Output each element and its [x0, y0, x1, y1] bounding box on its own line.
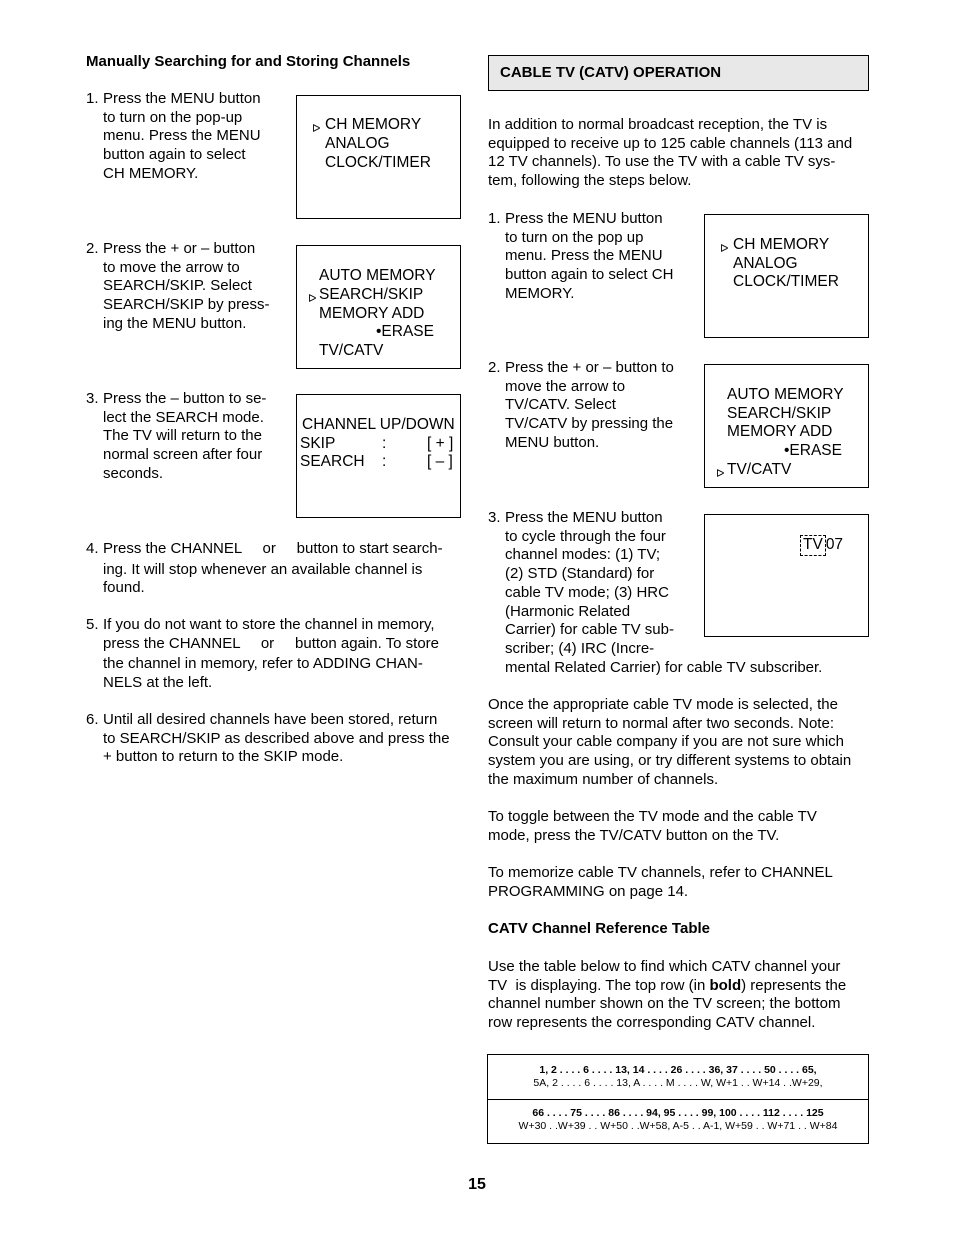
- selection-arrow-icon: ᐅ: [716, 468, 725, 480]
- skip-colon: :: [382, 435, 387, 452]
- table-row-1-top: 1, 2 . . . . 6 . . . . 13, 14 . . . . 26 . . . . 36, 37 . . . . 50 . . . . 65,: [539, 1064, 817, 1076]
- step-line: to turn on the pop up: [505, 228, 644, 246]
- menu-item: SEARCH/SKIP: [727, 405, 832, 422]
- menu-item: CLOCK/TIMER: [733, 273, 839, 290]
- paragraph-line: mode, press the TV/CATV button on the TV.: [488, 826, 780, 844]
- table-row-1-bottom: 5A, 2 . . . . 6 . . . . 13, A . . . . M . . . . W, W+1 . . W+14 . .W+29,: [533, 1077, 823, 1089]
- skip-label: SKIP: [300, 435, 336, 452]
- step-line: scriber; (4) IRC (Incre-: [505, 639, 655, 657]
- cable-intro-paragraph: [488, 116, 878, 191]
- paragraph-line: [488, 977, 878, 996]
- menu-item: •ERASE: [376, 323, 434, 340]
- step-number: 6.: [86, 711, 99, 728]
- step-line: found.: [103, 579, 145, 597]
- step-line: CH MEMORY.: [103, 164, 199, 182]
- channel-number: 07: [825, 536, 844, 553]
- paragraph-line: equipped to receive up to 125 cable channels (113 and: [488, 134, 853, 152]
- cable-tv-header: CABLE TV (CATV) OPERATION: [500, 64, 722, 81]
- step-line: to SEARCH/SKIP as described above and press the: [103, 729, 450, 747]
- menu-item: •ERASE: [784, 442, 842, 459]
- table-divider: [488, 1099, 868, 1100]
- step-line: Press the + or – button: [103, 240, 256, 257]
- left-step-2: [86, 240, 286, 334]
- step-line: + button to return to the SKIP mode.: [103, 748, 344, 766]
- left-step-3: [86, 390, 286, 484]
- selection-arrow-icon: ᐅ: [720, 243, 729, 255]
- section-heading-manual-search: Manually Searching for and Storing Channels: [86, 53, 411, 70]
- menu-item: MEMORY ADD: [319, 305, 425, 322]
- step-line: Press the MENU button: [505, 509, 663, 526]
- step-line: button again to select CH: [505, 266, 674, 284]
- step-line: ing. It will stop whenever an available channel is: [103, 560, 423, 578]
- step-line: to cycle through the four: [505, 527, 666, 545]
- left-step-4: [86, 540, 466, 598]
- step-line: menu. Press the MENU: [505, 247, 663, 265]
- step-number: 4.: [86, 540, 99, 557]
- text-run: TV is displaying. The top row (in: [488, 976, 710, 994]
- skip-value: [ + ]: [427, 435, 454, 452]
- search-label: SEARCH: [300, 453, 365, 470]
- step-line: SEARCH/SKIP by press-: [103, 296, 270, 314]
- menu-item: ANALOG: [325, 135, 390, 152]
- step-line: cable TV mode; (3) HRC: [505, 583, 669, 601]
- selection-arrow-icon: ᐅ: [308, 293, 317, 305]
- left-step-5: [86, 616, 466, 693]
- menu-item: AUTO MEMORY: [319, 267, 436, 284]
- step-line: Press the – button to se-: [103, 390, 267, 407]
- catv-reference-table: [487, 1054, 869, 1144]
- paragraph-line: Consult your cable company if you are not sure which: [488, 733, 845, 751]
- paragraph-line: To toggle between the TV mode and the cable TV: [488, 808, 817, 825]
- screen-title: CHANNEL UP/DOWN: [302, 416, 455, 433]
- selection-arrow-icon: ᐅ: [312, 123, 321, 135]
- left-step-1: [86, 90, 286, 184]
- step-line: Press the + or – button to: [505, 359, 674, 376]
- menu-item: TV/CATV: [727, 461, 792, 478]
- menu-item: SEARCH/SKIP: [319, 286, 424, 303]
- page-number: 15: [468, 1176, 486, 1193]
- right-step-1: [488, 210, 698, 304]
- paragraph-line: tem, following the steps below.: [488, 172, 692, 190]
- step-number: 3.: [86, 390, 99, 407]
- step-number: 1.: [488, 210, 501, 227]
- menu-screen-ch-memory-right: [704, 214, 869, 338]
- search-colon: :: [382, 453, 387, 470]
- step-line: NELS at the left.: [103, 674, 213, 692]
- step-line: move the arrow to: [505, 377, 626, 395]
- menu-screen-ch-memory-left: [296, 95, 461, 219]
- memorize-paragraph: [488, 864, 878, 901]
- text-run: ) represents the: [741, 976, 847, 994]
- paragraph-line: To memorize cable TV channels, refer to CHANNEL: [488, 864, 833, 881]
- menu-item: AUTO MEMORY: [727, 386, 844, 403]
- step-line: (2) STD (Standard) for: [505, 565, 655, 583]
- paragraph-line: row represents the corresponding CATV channel.: [488, 1014, 816, 1032]
- step-number: 2.: [488, 359, 501, 376]
- left-step-6: [86, 711, 466, 767]
- paragraph-line: PROGRAMMING on page 14.: [488, 882, 689, 900]
- menu-item: ANALOG: [733, 255, 798, 272]
- step-line: mental Related Carrier) for cable TV subscriber.: [505, 658, 823, 676]
- step-line: If you do not want to store the channel in memory,: [103, 616, 435, 633]
- paragraph-line: Once the appropriate cable TV mode is selected, the: [488, 696, 838, 713]
- paragraph-line: Use the table below to find which CATV channel your: [488, 958, 841, 975]
- paragraph-line: 12 TV channels). To use the TV with a cable TV sys-: [488, 153, 836, 171]
- paragraph-line: screen will return to normal after two seconds. Note:: [488, 714, 834, 732]
- step-line: TV/CATV by pressing the: [505, 415, 674, 433]
- mode-selected-paragraph: [488, 696, 878, 790]
- search-value: [ – ]: [427, 453, 453, 470]
- step-number: 2.: [86, 240, 99, 257]
- step-line: lect the SEARCH mode.: [103, 408, 264, 426]
- step-line: to move the arrow to: [103, 258, 240, 276]
- step-line: the channel in memory, refer to ADDING CHAN-: [103, 655, 423, 673]
- step-line: Press the MENU button: [505, 210, 663, 227]
- step-line: MEMORY.: [505, 284, 575, 302]
- step-line: SEARCH/SKIP. Select: [103, 277, 252, 295]
- step-line: seconds.: [103, 464, 164, 482]
- paragraph-line: channel number shown on the TV screen; the bottom: [488, 995, 841, 1013]
- step-line: MENU button.: [505, 433, 600, 451]
- table-row-2-bottom: W+30 . .W+39 . . W+50 . .W+58, A-5 . . A-1, W+59 . . W+71 . . W+84: [518, 1120, 838, 1132]
- step-line: press the CHANNEL or button again. To store: [103, 634, 439, 652]
- toggle-mode-paragraph: [488, 808, 878, 845]
- step-line: menu. Press the MENU: [103, 127, 261, 145]
- step-line: button again to select: [103, 146, 246, 164]
- step-line: normal screen after four: [103, 446, 263, 464]
- step-line: to turn on the pop-up: [103, 108, 243, 126]
- paragraph-line: the maximum number of channels.: [488, 770, 719, 788]
- table-heading: CATV Channel Reference Table: [488, 920, 710, 937]
- step-line: The TV will return to the: [103, 427, 262, 445]
- step-number: 5.: [86, 616, 99, 633]
- bold-word: bold: [709, 976, 742, 994]
- step-number: 3.: [488, 509, 501, 526]
- step-number: 1.: [86, 90, 99, 107]
- menu-screen-tv-catv: [704, 364, 869, 488]
- step-line: ing the MENU button.: [103, 314, 247, 332]
- paragraph-line: system you are using, or try different systems to obtain: [488, 752, 852, 770]
- menu-item: CH MEMORY: [325, 116, 422, 133]
- menu-item: MEMORY ADD: [727, 423, 833, 440]
- menu-item: CLOCK/TIMER: [325, 154, 431, 171]
- step-line: Press the MENU button: [103, 90, 261, 107]
- channel-up-down-screen: [296, 394, 461, 518]
- table-row-2-top: 66 . . . . 75 . . . . 86 . . . . 94, 95 . . . . 99, 100 . . . . 112 . . . . 125: [532, 1107, 824, 1119]
- right-step-2: [488, 359, 698, 453]
- step-line: Carrier) for cable TV sub-: [505, 621, 674, 639]
- table-intro-paragraph: [488, 958, 878, 1033]
- channel-mode-screen: [704, 514, 869, 637]
- step-line: TV/CATV. Select: [505, 396, 616, 414]
- mode-indicator: TV: [800, 535, 826, 556]
- menu-item: TV/CATV: [319, 342, 384, 359]
- menu-item: CH MEMORY: [733, 236, 830, 253]
- menu-screen-search-skip: [296, 245, 461, 369]
- step-line: Press the CHANNEL or button to start search-: [103, 540, 443, 557]
- step-line: (Harmonic Related: [505, 602, 631, 620]
- step-line: Until all desired channels have been stored, return: [103, 711, 438, 728]
- channel-mode-display: [800, 535, 843, 556]
- step-line: channel modes: (1) TV;: [505, 546, 661, 564]
- cable-tv-header-box: [488, 55, 869, 91]
- paragraph-line: In addition to normal broadcast reception, the TV is: [488, 116, 828, 133]
